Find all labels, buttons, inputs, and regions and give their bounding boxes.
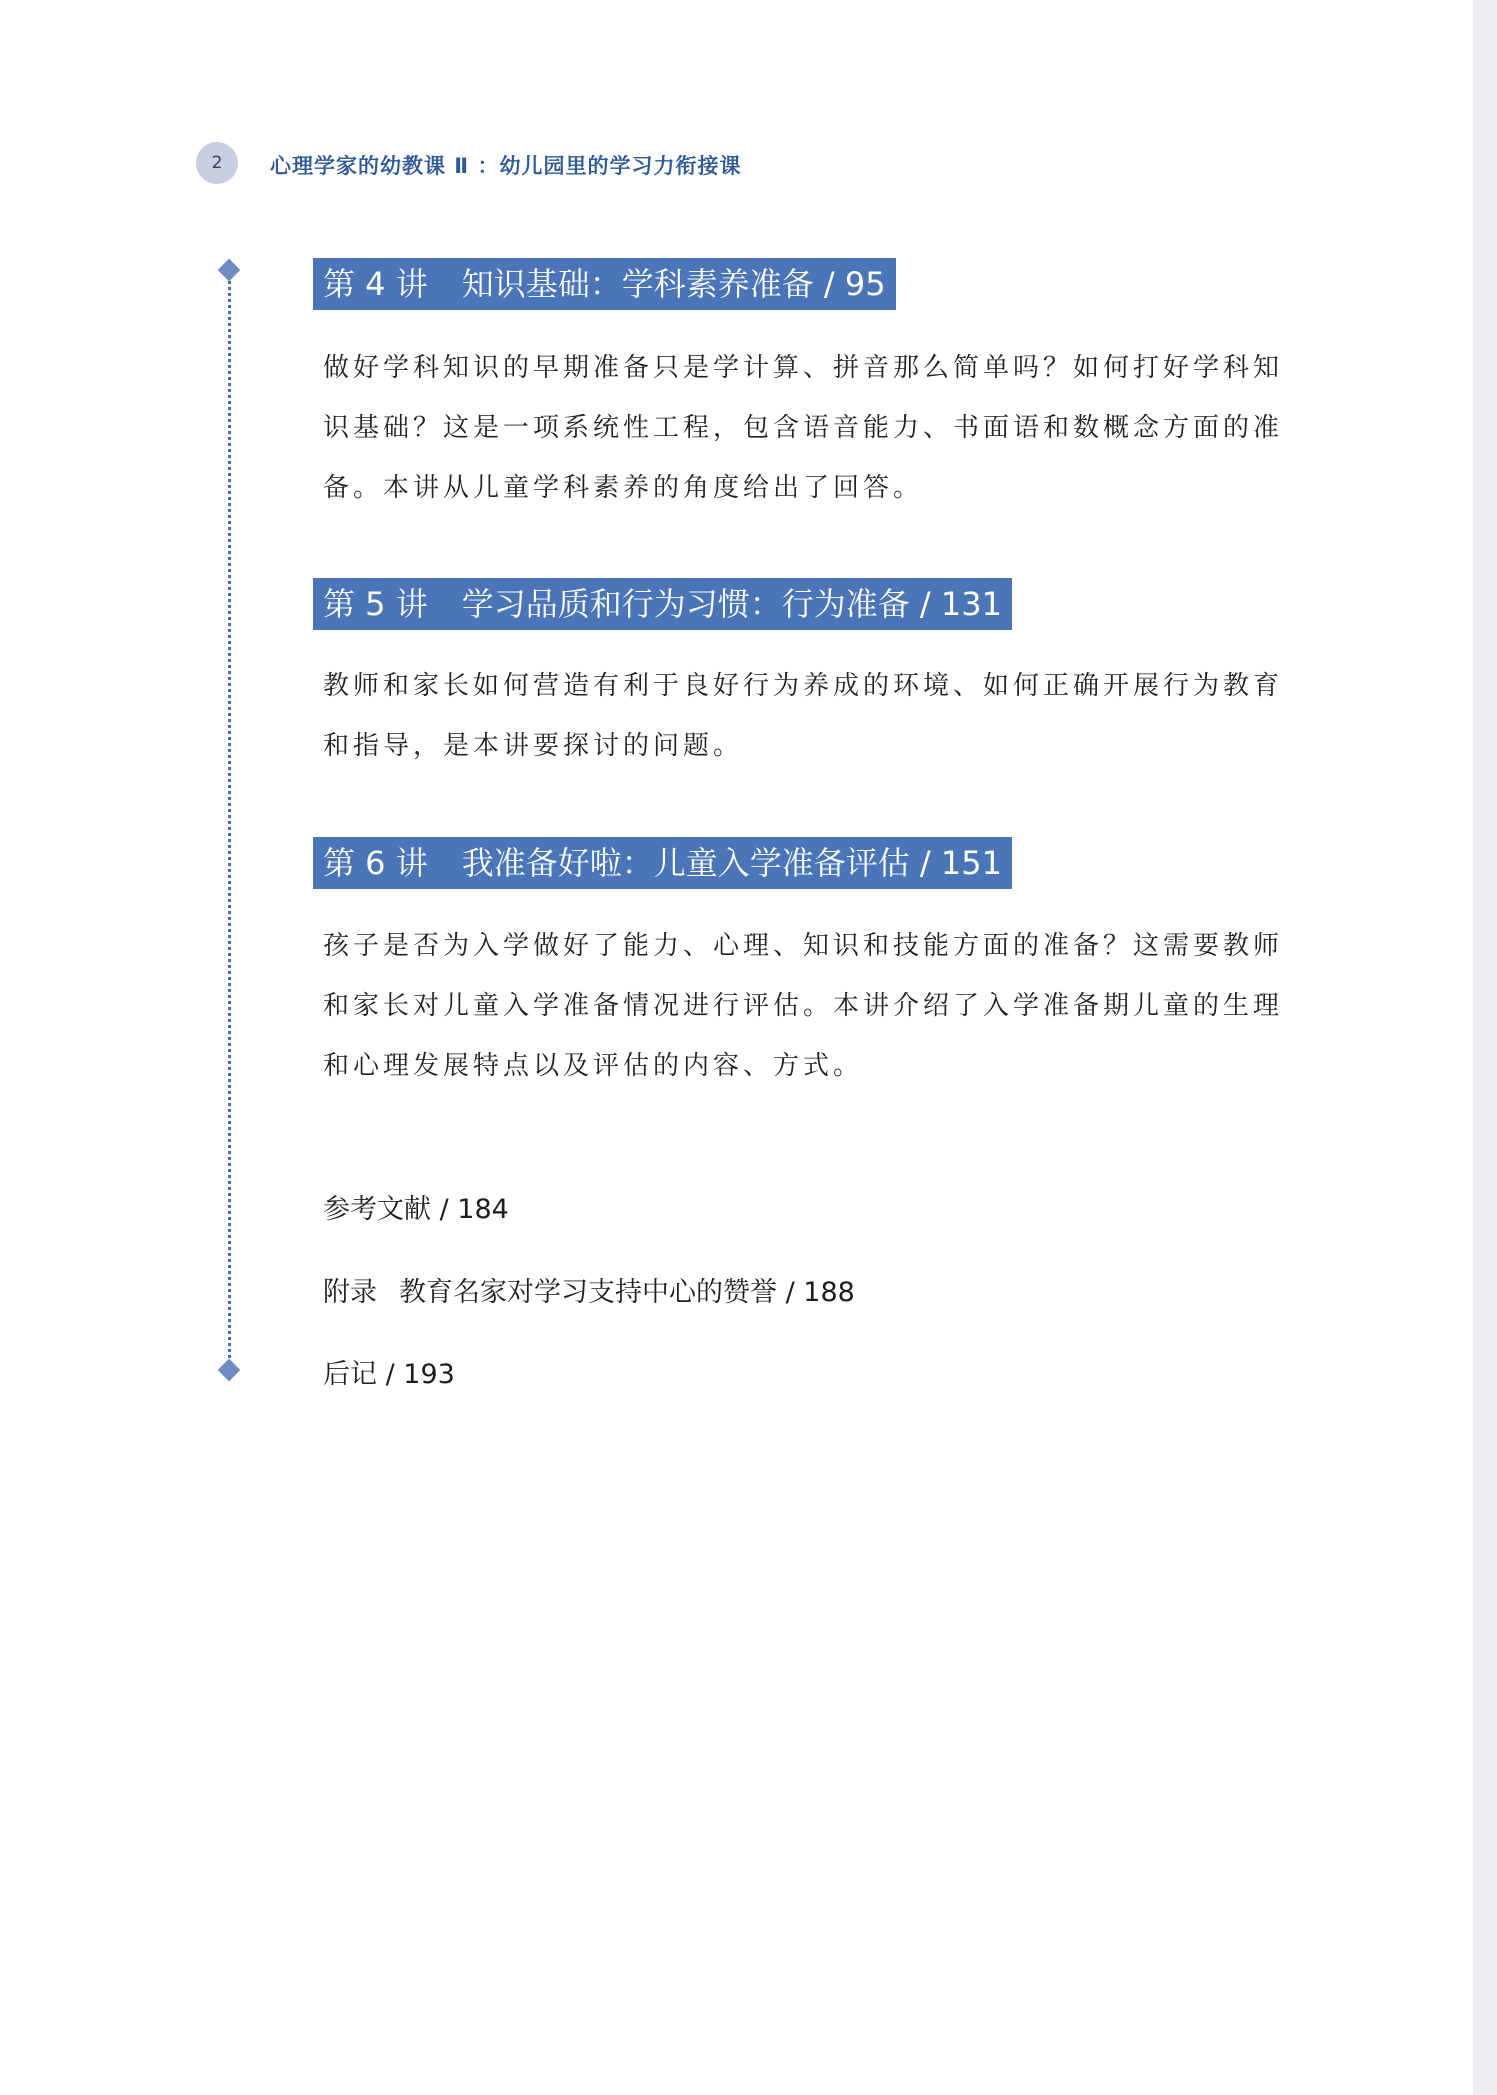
page-edge-strip <box>1473 0 1497 2095</box>
lecture-6-title: 我准备好啦：儿童入学准备评估 / 151 <box>461 844 1002 882</box>
lecture-4-description: 做好学科知识的早期准备只是学计算、拼音那么简单吗？如何打好学科知识基础？这是一项系统性工程，包含语音能力、书面语和数概念方面的准备。本讲从儿童学科素养的角度给出了回答。 <box>323 353 1284 503</box>
appendix-label: 附录 <box>323 1277 377 1308</box>
timeline-bottom-diamond-icon <box>218 1359 241 1382</box>
lecture-5-title: 学习品质和行为习惯：行为准备 / 131 <box>461 585 1002 623</box>
timeline-dotted-line <box>228 270 231 1370</box>
lecture-6-heading[interactable] <box>313 837 1012 889</box>
timeline-top-diamond-icon <box>218 259 241 282</box>
appendix-entry[interactable] <box>323 1270 855 1309</box>
afterword-entry[interactable]: 后记 / 193 <box>323 1359 455 1390</box>
lecture-4-title: 知识基础：学科素养准备 / 95 <box>461 265 886 303</box>
lecture-5-heading[interactable] <box>313 578 1012 630</box>
lecture-5-number: 第 5 讲 <box>323 585 428 623</box>
lecture-6-number: 第 6 讲 <box>323 844 428 882</box>
references-entry[interactable]: 参考文献 / 184 <box>323 1194 509 1225</box>
appendix-title: 教育名家对学习支持中心的赞誉 / 188 <box>399 1277 855 1308</box>
lecture-5-description: 教师和家长如何营造有利于良好行为养成的环境、如何正确开展行为教育和指导，是本讲要探讨的问题。 <box>323 671 1284 761</box>
lecture-4-heading[interactable] <box>313 258 896 310</box>
lecture-4-number: 第 4 讲 <box>323 265 428 303</box>
page-number-badge: 2 <box>196 142 238 184</box>
lecture-6-description: 孩子是否为入学做好了能力、心理、知识和技能方面的准备？这需要教师和家长对儿童入学准备情况进行评估。本讲介绍了入学准备期儿童的生理和心理发展特点以及评估的内容、方式。 <box>323 931 1284 1081</box>
running-header-title: 心理学家的幼教课 Ⅱ ：幼儿园里的学习力衔接课 <box>270 154 742 178</box>
